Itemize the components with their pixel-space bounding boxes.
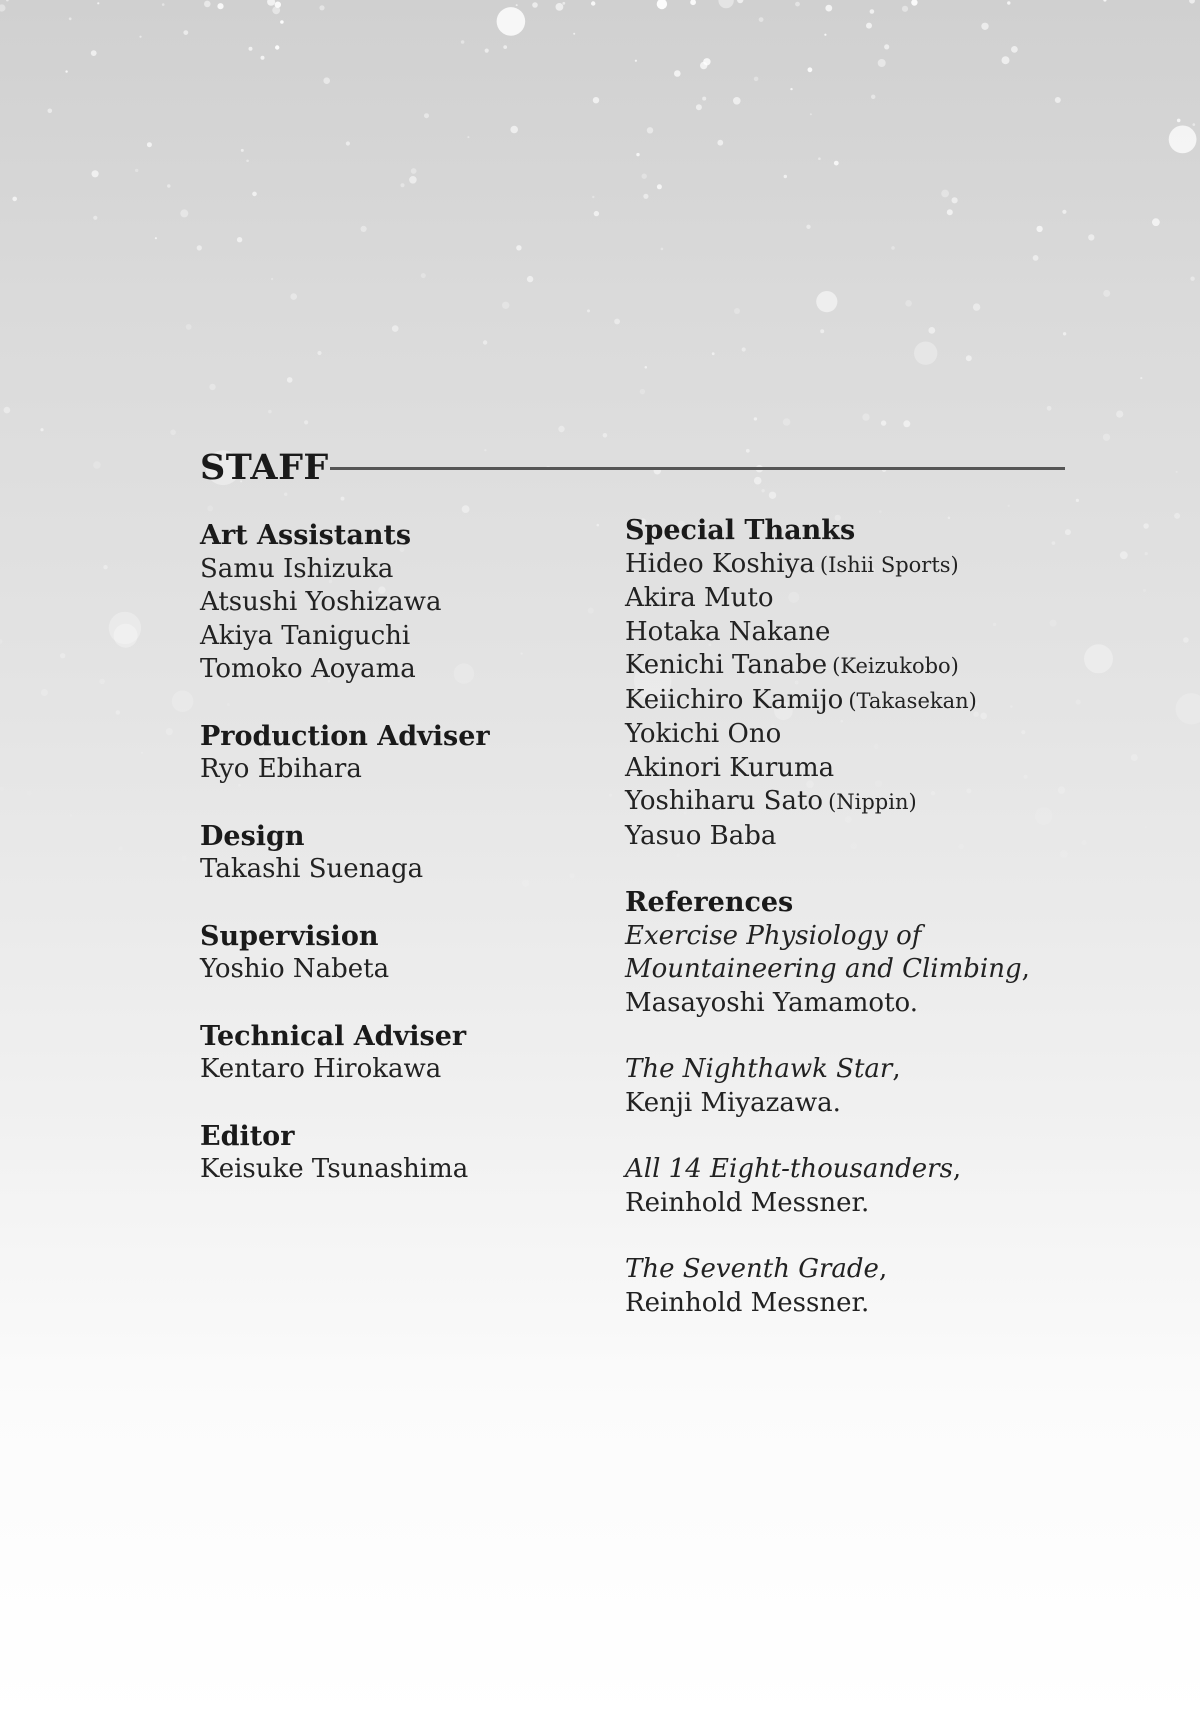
snowflake bbox=[1103, 290, 1110, 297]
snowflake bbox=[484, 449, 486, 451]
section-title: Special Thanks bbox=[625, 515, 856, 546]
section-title: References bbox=[625, 887, 794, 918]
staff-name: Keisuke Tsunashima bbox=[200, 1154, 469, 1184]
thanks-entry bbox=[625, 548, 1165, 583]
snowflake bbox=[761, 489, 764, 492]
snowflake bbox=[1116, 411, 1123, 418]
staff-name: Takashi Suenaga bbox=[200, 854, 424, 884]
snowflake bbox=[592, 196, 594, 198]
snowflake bbox=[1088, 234, 1094, 240]
staff-heading: STAFF bbox=[200, 447, 329, 488]
staff-name: Tomoko Aoyama bbox=[200, 654, 416, 684]
snowflake bbox=[527, 276, 533, 282]
staff-name: Atsushi Yoshizawa bbox=[200, 587, 442, 617]
snowflake bbox=[690, 0, 696, 5]
snowflake bbox=[1011, 46, 1018, 53]
snowflake bbox=[754, 417, 757, 420]
snowflake bbox=[696, 104, 702, 110]
snowflake bbox=[516, 245, 521, 250]
snowflake bbox=[640, 389, 645, 394]
snowflake bbox=[1002, 56, 1010, 64]
snowflake bbox=[1140, 377, 1142, 379]
section-title: Art Assistants bbox=[200, 520, 412, 551]
snowflake bbox=[341, 497, 345, 501]
snowflake bbox=[461, 40, 465, 44]
snowflake bbox=[183, 30, 188, 35]
snowflake bbox=[69, 814, 72, 817]
person-name: Akinori Kuruma bbox=[625, 752, 835, 783]
snowflake bbox=[661, 248, 664, 251]
snowflake bbox=[636, 153, 639, 156]
snowflake bbox=[1062, 210, 1066, 214]
snowflake bbox=[503, 45, 507, 49]
person-affiliation: (Ishii Sports) bbox=[819, 552, 959, 577]
snowflake bbox=[591, 1, 595, 5]
staff-section bbox=[200, 720, 620, 787]
snowflake bbox=[862, 413, 869, 420]
snowflake bbox=[268, 410, 272, 414]
reference-author: Masayoshi Yamamoto. bbox=[625, 987, 918, 1018]
snowflake bbox=[769, 492, 776, 499]
snowflake bbox=[1176, 693, 1200, 724]
snowflake bbox=[1076, 499, 1079, 502]
snowflake bbox=[754, 77, 759, 82]
reference-entry bbox=[625, 1053, 1165, 1120]
special-thanks-list bbox=[625, 548, 1165, 854]
snowflake bbox=[1103, 434, 1110, 441]
staff-name: Samu Ishizuka bbox=[200, 553, 394, 584]
snowflake bbox=[172, 690, 194, 712]
snowflake bbox=[510, 126, 518, 134]
snowflake bbox=[485, 49, 489, 53]
snowflake bbox=[941, 190, 949, 198]
snowflake bbox=[249, 47, 253, 51]
snowflake bbox=[204, 1, 211, 8]
reference-title: Mountaineering and Climbing bbox=[625, 954, 1022, 984]
snowflake bbox=[27, 791, 32, 796]
snowflake bbox=[0, 4, 5, 11]
thanks-entry bbox=[625, 820, 1165, 854]
thanks-entry bbox=[625, 616, 1165, 650]
snowflake bbox=[6, 0, 9, 1]
snowflake bbox=[820, 329, 824, 333]
snowflake bbox=[346, 141, 350, 145]
snowflake bbox=[1190, 277, 1194, 281]
person-name: Hotaka Nakane bbox=[625, 616, 831, 647]
snowflake bbox=[818, 157, 821, 160]
thanks-entry bbox=[625, 582, 1165, 616]
snowflake bbox=[317, 351, 321, 355]
snowflake bbox=[717, 140, 723, 146]
snowflake bbox=[516, 4, 518, 6]
snowflake bbox=[65, 70, 67, 72]
snowflake bbox=[411, 168, 417, 174]
snowflake bbox=[60, 653, 65, 658]
snowflake bbox=[409, 176, 417, 184]
snowflake bbox=[135, 169, 138, 172]
snowflake bbox=[92, 170, 99, 177]
person-affiliation: (Nippin) bbox=[828, 790, 917, 814]
snowflake bbox=[593, 97, 599, 103]
special-thanks-section bbox=[625, 514, 1165, 853]
snowflake bbox=[103, 565, 107, 569]
snowflake bbox=[0, 787, 4, 791]
snowflake bbox=[981, 23, 988, 30]
snowflake bbox=[424, 113, 429, 118]
snowflake bbox=[421, 273, 426, 278]
snowflake bbox=[759, 17, 764, 22]
snowflake bbox=[1063, 332, 1066, 335]
snowflake bbox=[645, 366, 648, 369]
reference-title-line: All 14 Eight-thousanders, bbox=[625, 1154, 962, 1184]
snowflake bbox=[207, 506, 213, 512]
snowflake bbox=[902, 6, 908, 12]
staff-name: Yoshio Nabeta bbox=[200, 954, 390, 984]
snowflake bbox=[834, 161, 839, 166]
snowflake bbox=[12, 197, 17, 202]
thanks-references-column bbox=[625, 514, 1165, 1320]
snowflake bbox=[558, 426, 564, 432]
heading-divider bbox=[330, 467, 1065, 470]
snowflake bbox=[267, 0, 275, 6]
snowflake bbox=[702, 97, 706, 101]
snowflake bbox=[816, 291, 837, 312]
snowflake bbox=[241, 149, 244, 152]
snowflake bbox=[870, 9, 875, 14]
snowflake bbox=[162, 3, 165, 6]
snowflake bbox=[594, 211, 599, 216]
snowflake bbox=[1189, 0, 1195, 4]
snowflake bbox=[284, 493, 287, 496]
snowflake bbox=[180, 209, 188, 217]
person-name: Yoshiharu Sato bbox=[625, 786, 824, 816]
person-name: Akira Muto bbox=[625, 583, 774, 613]
snowflake bbox=[884, 44, 889, 49]
person-name: Hideo Koshiya bbox=[625, 548, 815, 579]
snowflake bbox=[40, 428, 43, 431]
snowflake bbox=[1007, 1, 1010, 4]
snowflake bbox=[287, 377, 293, 383]
snowflake bbox=[808, 67, 813, 72]
thanks-entry bbox=[625, 718, 1165, 752]
snowflake bbox=[587, 309, 590, 312]
snowflake bbox=[141, 752, 143, 754]
snowflake bbox=[114, 624, 138, 648]
snowflake bbox=[97, 2, 99, 4]
person-name: Yokichi Ono bbox=[625, 719, 782, 749]
staff-name: Akiya Taniguchi bbox=[200, 620, 411, 651]
snowflake bbox=[603, 433, 608, 438]
snowflake bbox=[166, 728, 173, 735]
snowflake bbox=[139, 36, 141, 38]
person-name: Kenichi Tanabe bbox=[625, 650, 828, 680]
thanks-entry bbox=[625, 785, 1165, 820]
snowflake bbox=[275, 1, 281, 7]
snowflake bbox=[280, 20, 284, 24]
snowflake bbox=[1008, 505, 1010, 507]
snowflake bbox=[483, 340, 487, 344]
section-title: Supervision bbox=[200, 920, 379, 952]
snowflake bbox=[497, 7, 526, 36]
snowflake bbox=[1036, 226, 1042, 232]
snowflake bbox=[392, 325, 399, 332]
snowflake bbox=[905, 300, 912, 307]
snowflake bbox=[167, 184, 170, 187]
snowflake bbox=[556, 3, 564, 11]
snowflake bbox=[1176, 471, 1178, 473]
staff-section bbox=[200, 519, 620, 687]
snowflake bbox=[1183, 637, 1189, 643]
snowflake bbox=[784, 175, 787, 178]
snowflake bbox=[657, 0, 667, 9]
snowflake bbox=[275, 45, 279, 49]
staff-section bbox=[200, 920, 620, 987]
snowflake bbox=[1047, 406, 1052, 411]
staff-section bbox=[200, 820, 620, 887]
person-name: Keiichiro Kamijo bbox=[625, 684, 844, 715]
snowflake bbox=[69, 17, 72, 20]
snowflake bbox=[237, 237, 242, 242]
snowflake bbox=[502, 302, 509, 309]
snowflake bbox=[155, 237, 157, 239]
snowflake bbox=[657, 184, 662, 189]
snowflake bbox=[795, 2, 800, 7]
snowflake bbox=[186, 324, 192, 330]
section-title: Design bbox=[200, 820, 305, 852]
snowflake bbox=[401, 183, 405, 187]
reference-title: The Nighthawk Star bbox=[625, 1054, 893, 1084]
snowflake bbox=[825, 5, 832, 12]
snowflake bbox=[879, 510, 882, 513]
snowflake bbox=[783, 418, 791, 426]
snowflake bbox=[304, 420, 308, 424]
snowflake bbox=[197, 245, 202, 250]
snowflake bbox=[0, 639, 3, 643]
snowflake bbox=[246, 160, 249, 163]
snowflake bbox=[806, 225, 810, 229]
staff-credits-column bbox=[200, 519, 620, 1220]
snowflake bbox=[462, 505, 470, 513]
staff-name: Ryo Ebihara bbox=[200, 754, 362, 784]
snowflake bbox=[718, 0, 733, 8]
reference-entry bbox=[625, 1153, 1165, 1220]
reference-title: The Seventh Grade bbox=[625, 1254, 879, 1284]
snowflake bbox=[93, 216, 97, 220]
snowflake bbox=[734, 308, 740, 314]
snowflake bbox=[952, 197, 958, 203]
snowflake bbox=[41, 689, 48, 696]
snowflake bbox=[170, 430, 176, 436]
reference-entry bbox=[625, 1253, 1165, 1320]
snowflake bbox=[700, 62, 707, 69]
thanks-entry bbox=[625, 684, 1165, 719]
reference-author: Kenji Miyazawa. bbox=[625, 1087, 841, 1118]
snowflake bbox=[48, 109, 53, 114]
snowflake bbox=[824, 34, 826, 36]
reference-title-line bbox=[625, 920, 1165, 954]
snowflake bbox=[966, 355, 972, 361]
snowflake bbox=[1152, 218, 1160, 226]
snowflake bbox=[891, 246, 895, 250]
snowflake bbox=[361, 226, 367, 232]
snowflake bbox=[810, 113, 812, 115]
reference-title-line: Mountaineering and Climbing, bbox=[625, 954, 1030, 984]
snowflake bbox=[614, 319, 620, 325]
snowflake bbox=[903, 420, 910, 427]
person-affiliation: (Takasekan) bbox=[848, 688, 977, 713]
snowflake bbox=[733, 97, 741, 105]
snowflake bbox=[871, 95, 875, 99]
snowflake bbox=[99, 679, 105, 685]
snowflake bbox=[911, 0, 917, 6]
snowflake bbox=[866, 23, 872, 29]
snowflake bbox=[91, 50, 97, 56]
snowflake bbox=[261, 56, 265, 60]
snowflake bbox=[119, 847, 123, 851]
snowflake bbox=[217, 3, 223, 9]
reference-entry bbox=[625, 920, 1165, 1021]
snowflake bbox=[674, 70, 681, 77]
snowflake bbox=[737, 0, 743, 3]
reference-title-line: The Seventh Grade, bbox=[625, 1254, 888, 1284]
staff-name: Kentaro Hirokawa bbox=[200, 1054, 442, 1084]
staff-section bbox=[200, 1020, 620, 1087]
staff-section bbox=[200, 1120, 620, 1187]
section-title: Editor bbox=[200, 1120, 295, 1152]
snowflake bbox=[790, 88, 792, 90]
snowflake bbox=[93, 461, 101, 469]
reference-title: Exercise Physiology of bbox=[625, 920, 922, 951]
person-affiliation: (Keizukobo) bbox=[832, 654, 959, 678]
snowflake bbox=[914, 342, 937, 365]
snowflake bbox=[323, 77, 330, 84]
snowflake bbox=[319, 5, 324, 10]
snowflake bbox=[973, 303, 980, 310]
thanks-entry bbox=[625, 649, 1165, 684]
snowflake bbox=[878, 59, 886, 67]
reference-author: Reinhold Messner. bbox=[625, 1187, 870, 1218]
references-section bbox=[625, 886, 1165, 1320]
snowflake bbox=[252, 192, 257, 197]
references-list bbox=[625, 920, 1165, 1321]
snowflake bbox=[1055, 97, 1061, 103]
snowflake bbox=[928, 327, 935, 334]
snowflake bbox=[1169, 125, 1197, 153]
snowflake bbox=[1033, 255, 1039, 261]
snowflake bbox=[1193, 123, 1196, 126]
snowflake bbox=[881, 420, 886, 425]
snowflake bbox=[116, 710, 120, 714]
snowflake bbox=[271, 278, 273, 280]
snowflake bbox=[1174, 513, 1180, 519]
reference-author: Reinhold Messner. bbox=[625, 1287, 870, 1318]
snowflake bbox=[742, 347, 746, 351]
snowflake bbox=[712, 352, 715, 355]
snowflake bbox=[562, 2, 565, 5]
reference-title: All 14 Eight-thousanders bbox=[625, 1154, 953, 1184]
snowflake bbox=[573, 33, 575, 35]
person-name: Yasuo Baba bbox=[625, 820, 777, 851]
snowflake bbox=[467, 136, 469, 138]
snowflake bbox=[754, 477, 762, 485]
snowflake bbox=[1177, 119, 1181, 123]
snowflake bbox=[635, 60, 637, 62]
thanks-entry bbox=[625, 752, 1165, 786]
section-title: Production Adviser bbox=[200, 720, 490, 752]
snowflake bbox=[290, 293, 297, 300]
snowflake bbox=[947, 209, 953, 215]
snowflake bbox=[532, 2, 538, 8]
snowflake bbox=[642, 174, 647, 179]
snowflake bbox=[643, 194, 648, 199]
snowflake bbox=[4, 407, 11, 414]
snowflake bbox=[147, 142, 152, 147]
snowflake bbox=[647, 127, 653, 133]
snowflake bbox=[746, 449, 750, 453]
snowflake bbox=[1103, 0, 1106, 2]
reference-title-line: The Nighthawk Star, bbox=[625, 1054, 901, 1084]
section-title: Technical Adviser bbox=[200, 1020, 467, 1052]
snowflake bbox=[209, 384, 215, 390]
snowflake bbox=[181, 855, 187, 861]
